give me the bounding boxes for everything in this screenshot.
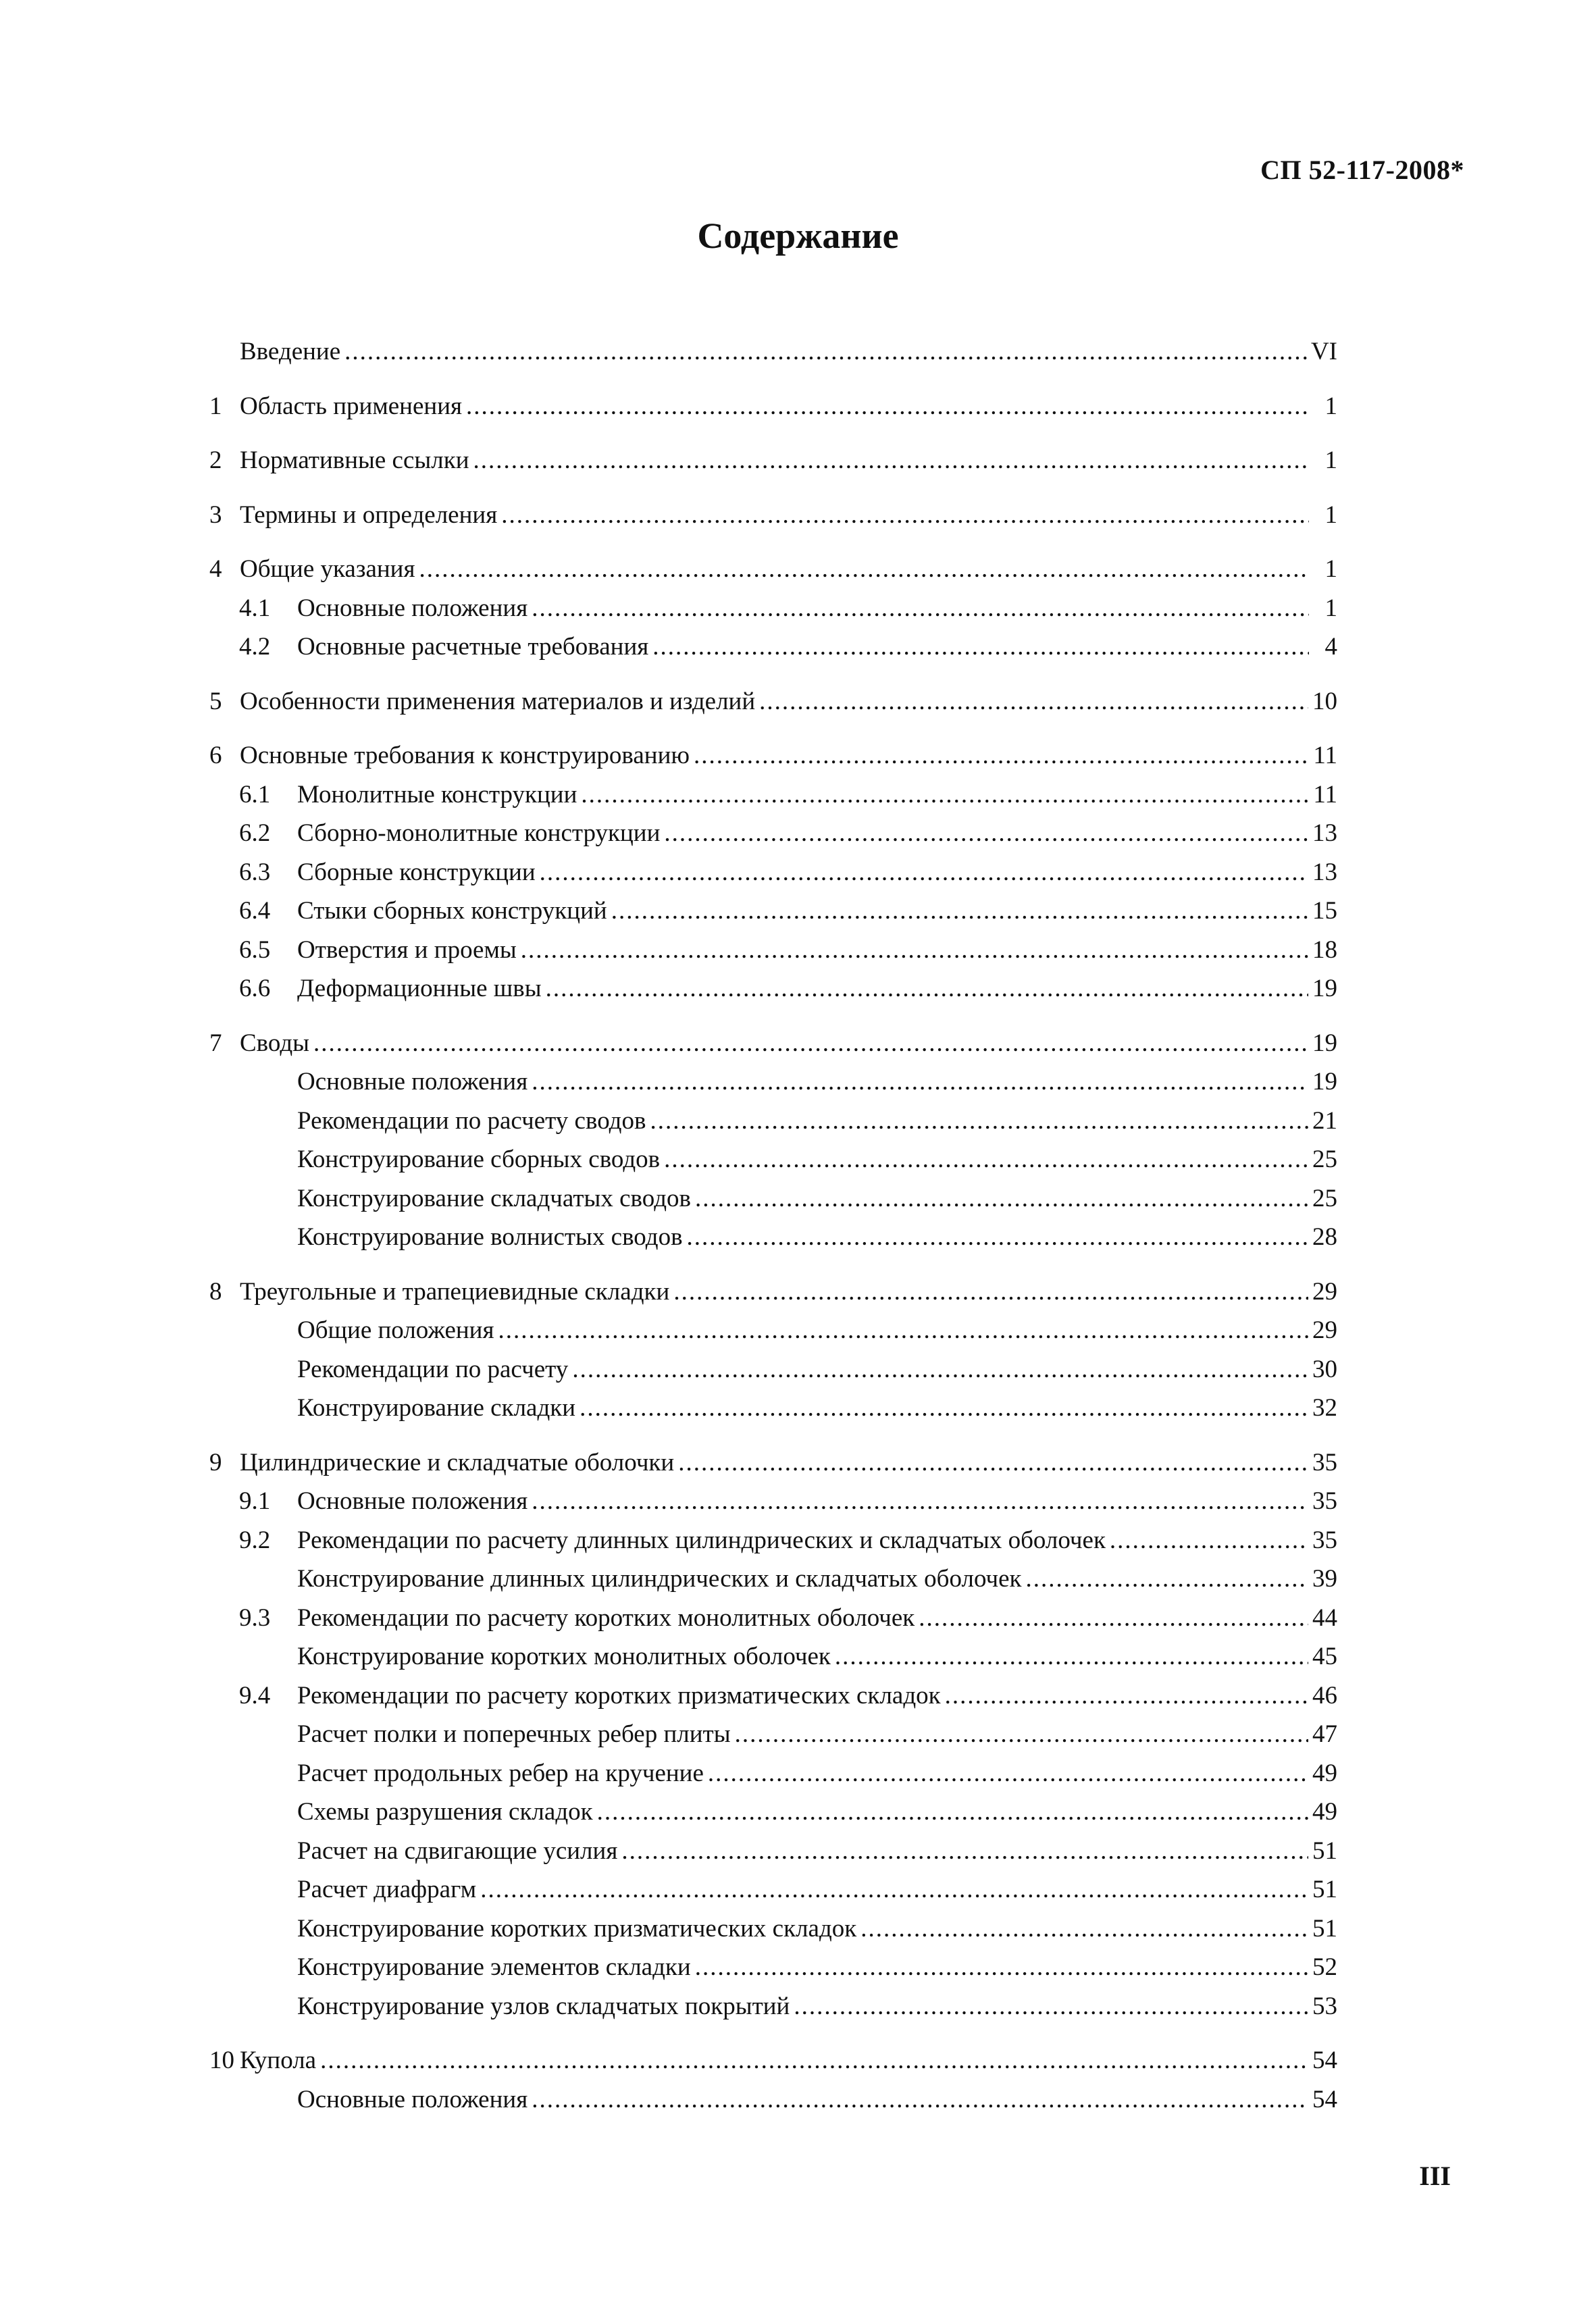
document-code: СП 52-117-2008* (1260, 155, 1464, 185)
toc-entry-title: Конструирование длинных цилиндрических и складчатых оболочек (297, 1565, 1022, 1593)
toc-entry (209, 853, 1337, 892)
toc-entry (209, 1793, 1337, 1832)
toc-entry (209, 1102, 1337, 1141)
toc-entry-title: Рекомендации по расчету сводов (297, 1106, 646, 1135)
toc-leader-dots (532, 1482, 1308, 1521)
toc-leader-dots (498, 1311, 1308, 1350)
toc-entry-title: Конструирование складчатых сводов (297, 1184, 692, 1212)
toc-entry-title: Введение (240, 338, 341, 365)
toc-entry-page: 13 (1312, 819, 1337, 847)
toc-entry-title: Конструирование коротких монолитных оболочек (297, 1643, 831, 1670)
toc-leader-dots (313, 1024, 1308, 1063)
toc-leader-dots (480, 1870, 1308, 1909)
toc-entry (209, 814, 1337, 853)
toc-entry-page: 11 (1313, 780, 1337, 808)
toc-entry-page: 51 (1312, 1914, 1337, 1943)
toc-entry-title: Сборно-монолитные конструкции (297, 819, 661, 847)
toc-leader-dots (532, 2080, 1308, 2119)
toc-leader-dots (664, 814, 1308, 853)
toc-entry (209, 1350, 1337, 1389)
toc-entry-title: Основные положения (297, 2085, 528, 2113)
toc-entry-title: Цилиндрические и складчатые оболочки (240, 1448, 675, 1476)
toc-section (209, 1443, 1337, 2026)
toc-entry (209, 387, 1337, 426)
toc-entry (209, 682, 1337, 721)
page-number: III (1419, 2161, 1451, 2191)
toc-leader-dots (794, 1987, 1308, 2026)
toc-entry-page: 51 (1312, 1876, 1337, 1903)
toc-entry-page: 35 (1312, 1487, 1337, 1515)
toc-leader-dots (473, 441, 1309, 480)
toc-entry-number: 4.1 (239, 594, 271, 622)
toc-entry-title: Общие положения (297, 1316, 494, 1344)
toc-entry-title: Расчет диафрагм (297, 1876, 477, 1903)
toc-entry-title: Рекомендации по расчету (297, 1355, 569, 1383)
toc-leader-dots (532, 589, 1309, 628)
toc-section (209, 682, 1337, 721)
toc-entry-title: Расчет на сдвигающие усилия (297, 1836, 618, 1865)
toc-entry (209, 1987, 1337, 2026)
toc-entry-title: Расчет полки и поперечных ребер плиты (297, 1720, 731, 1748)
toc-entry-page: 10 (1312, 687, 1337, 715)
toc-entry-page: 13 (1312, 858, 1337, 886)
toc-leader-dots (344, 332, 1307, 371)
toc-section (209, 1024, 1337, 1257)
toc-entry-title: Деформационные швы (297, 975, 542, 1002)
toc-entry (209, 1560, 1337, 1599)
toc-entry-page: 28 (1312, 1223, 1337, 1251)
toc-entry-title: Купола (240, 2047, 317, 2074)
toc-leader-dots (572, 1350, 1308, 1389)
toc-entry (209, 1062, 1337, 1102)
toc-entry-page: 18 (1312, 935, 1337, 964)
toc-entry-title: Конструирование складки (297, 1394, 576, 1422)
toc-entry-page: 44 (1312, 1603, 1337, 1632)
toc-entry-page: 49 (1312, 1798, 1337, 1826)
toc-entry (209, 1715, 1337, 1754)
toc-entry (209, 1179, 1337, 1218)
toc-entry (209, 775, 1337, 815)
toc-entry (209, 1637, 1337, 1676)
toc-entry-number: 9.3 (239, 1603, 271, 1632)
toc-entry-title: Своды (240, 1029, 310, 1057)
toc-entry-title: Рекомендации по расчету коротких призматических складок (297, 1681, 941, 1709)
toc-entry-page: VI (1310, 338, 1337, 365)
toc-entry (209, 1024, 1337, 1063)
toc-entry (209, 1521, 1337, 1560)
toc-entry (209, 1832, 1337, 1871)
toc-leader-dots (521, 931, 1308, 970)
toc-section (209, 736, 1337, 1008)
toc-entry-number: 6.1 (239, 780, 271, 808)
toc-leader-dots (320, 2041, 1308, 2080)
toc-entry (209, 1443, 1337, 1483)
toc-entry-number: 4.2 (239, 633, 271, 661)
toc-entry (209, 1218, 1337, 1257)
toc-entry-page: 25 (1312, 1184, 1337, 1212)
toc-entry-number: 3 (209, 500, 222, 529)
toc-leader-dots (945, 1676, 1308, 1716)
page-title: Содержание (697, 215, 899, 256)
toc-entry-title: Конструирование элементов складки (297, 1953, 691, 1981)
toc-entry (209, 736, 1337, 775)
toc-entry-page: 25 (1312, 1146, 1337, 1173)
toc-entry (209, 892, 1337, 931)
toc-leader-dots (540, 853, 1308, 892)
toc-entry-page: 19 (1312, 1029, 1337, 1057)
toc-leader-dots (678, 1443, 1308, 1483)
toc-entry (209, 1909, 1337, 1949)
toc-entry-title: Основные положения (297, 1068, 528, 1096)
toc-entry-title: Основные положения (297, 594, 528, 622)
toc-entry-title: Конструирование сборных сводов (297, 1146, 661, 1173)
toc-entry-page: 54 (1312, 2047, 1337, 2074)
toc-entry-page: 54 (1312, 2085, 1337, 2113)
toc-entry-title: Основные расчетные требования (297, 633, 649, 661)
toc-entry (209, 931, 1337, 970)
toc-entry (209, 627, 1337, 667)
toc-entry-title: Нормативные ссылки (240, 446, 469, 474)
toc-leader-dots (835, 1637, 1308, 1676)
toc-entry-page: 52 (1312, 1953, 1337, 1981)
toc-leader-dots (419, 550, 1309, 589)
toc-entry-number: 6.3 (239, 858, 271, 886)
toc-entry-number: 2 (209, 446, 222, 474)
toc-entry (209, 1140, 1337, 1179)
toc-entry (209, 550, 1337, 589)
toc-leader-dots (1026, 1560, 1308, 1599)
toc-entry-title: Треугольные и трапециевидные складки (240, 1277, 670, 1306)
toc-entry-number: 9.2 (239, 1526, 271, 1554)
toc-section (209, 2041, 1337, 2119)
toc-entry-page: 49 (1312, 1759, 1337, 1787)
toc-leader-dots (735, 1715, 1308, 1754)
toc-entry-page: 1 (1324, 392, 1337, 420)
toc-entry-page: 11 (1313, 742, 1337, 769)
toc-entry-title: Особенности применения материалов и изделий (240, 687, 756, 715)
toc-entry-page: 1 (1324, 555, 1337, 583)
toc-leader-dots (687, 1218, 1308, 1257)
toc-entry-title: Стыки сборных конструкций (297, 897, 607, 925)
toc-leader-dots (611, 892, 1308, 931)
toc-entry-title: Термины и определения (240, 500, 498, 529)
toc-leader-dots (695, 1948, 1308, 1987)
toc-entry-page: 1 (1324, 446, 1337, 474)
toc-entry-number: 1 (209, 392, 222, 420)
toc-entry (209, 496, 1337, 535)
toc-entry-page: 39 (1312, 1565, 1337, 1593)
toc-entry (209, 1389, 1337, 1428)
toc-entry-number: 9.4 (239, 1681, 271, 1709)
toc-entry-page: 32 (1312, 1394, 1337, 1422)
toc-entry-page: 35 (1312, 1448, 1337, 1476)
toc-leader-dots (650, 1102, 1308, 1141)
toc-entry-title: Монолитные конструкции (297, 780, 577, 808)
toc-entry (209, 441, 1337, 480)
toc-entry-page: 51 (1312, 1836, 1337, 1865)
toc-entry-page: 35 (1312, 1526, 1337, 1554)
toc-entry-number: 8 (209, 1277, 222, 1306)
toc-entry (209, 2080, 1337, 2119)
toc-leader-dots (664, 1140, 1308, 1179)
toc-entry (209, 1676, 1337, 1716)
toc-leader-dots (580, 1389, 1308, 1428)
toc-entry-title: Рекомендации по расчету длинных цилиндрических и складчатых оболочек (297, 1526, 1106, 1554)
toc-section (209, 387, 1337, 426)
toc-leader-dots (501, 496, 1309, 535)
toc-entry-page: 47 (1312, 1720, 1337, 1748)
toc-entry (209, 1948, 1337, 1987)
toc-entry-page: 4 (1324, 633, 1337, 661)
toc-entry (209, 2041, 1337, 2080)
toc-section (209, 496, 1337, 535)
toc-entry-page: 19 (1312, 975, 1337, 1002)
toc-entry-title: Расчет продольных ребер на кручение (297, 1759, 704, 1787)
toc-entry-title: Сборные конструкции (297, 858, 536, 886)
toc-entry (209, 1599, 1337, 1638)
toc-entry (209, 1482, 1337, 1521)
toc-leader-dots (759, 682, 1308, 721)
toc-entry-title: Основные требования к конструированию (240, 742, 690, 769)
toc-entry-page: 53 (1312, 1992, 1337, 2020)
toc-entry-page: 46 (1312, 1681, 1337, 1709)
toc-section (209, 1272, 1337, 1428)
toc-leader-dots (597, 1793, 1308, 1832)
toc-leader-dots (708, 1754, 1308, 1793)
toc-leader-dots (532, 1062, 1308, 1102)
toc-entry-number: 9.1 (239, 1487, 271, 1515)
toc-leader-dots (695, 1179, 1308, 1218)
toc-leader-dots (466, 387, 1309, 426)
toc-entry-number: 6.2 (239, 819, 271, 847)
toc-entry-page: 19 (1312, 1068, 1337, 1096)
toc-entry-page: 1 (1324, 594, 1337, 622)
toc-entry-number: 4 (209, 555, 222, 583)
toc-entry-number: 6.4 (239, 897, 271, 925)
toc-leader-dots (919, 1599, 1308, 1638)
toc-entry-number: 6.6 (239, 975, 271, 1002)
toc-leader-dots (694, 736, 1309, 775)
toc-entry-page: 30 (1312, 1355, 1337, 1383)
toc-entry-page: 29 (1312, 1316, 1337, 1344)
toc-entry-title: Конструирование волнистых сводов (297, 1223, 683, 1251)
toc-entry (209, 1870, 1337, 1909)
toc-entry-number: 6 (209, 742, 222, 769)
toc-entry-title: Конструирование узлов складчатых покрытий (297, 1992, 790, 2020)
toc-entry-title: Схемы разрушения складок (297, 1798, 593, 1826)
table-of-contents (209, 332, 1337, 2134)
toc-entry-title: Основные положения (297, 1487, 528, 1515)
toc-entry-number: 7 (209, 1029, 222, 1057)
toc-entry (209, 332, 1337, 371)
toc-entry-page: 45 (1312, 1643, 1337, 1670)
toc-entry-page: 15 (1312, 897, 1337, 925)
toc-entry-number: 5 (209, 687, 222, 715)
toc-entry-title: Область применения (240, 392, 463, 420)
toc-entry-number: 6.5 (239, 935, 271, 964)
toc-entry (209, 1272, 1337, 1312)
toc-entry-number: 10 (209, 2047, 234, 2074)
toc-entry (209, 1311, 1337, 1350)
toc-entry-title: Конструирование коротких призматических складок (297, 1914, 857, 1943)
toc-section (209, 441, 1337, 480)
toc-leader-dots (673, 1272, 1308, 1312)
toc-section (209, 332, 1337, 371)
toc-leader-dots (860, 1909, 1308, 1949)
toc-section (209, 550, 1337, 667)
toc-entry-page: 29 (1312, 1277, 1337, 1306)
toc-entry-page: 1 (1324, 500, 1337, 529)
toc-entry-title: Отверстия и проемы (297, 935, 517, 964)
toc-leader-dots (546, 969, 1308, 1008)
toc-entry-number: 9 (209, 1448, 222, 1476)
toc-entry-title: Рекомендации по расчету коротких монолитных оболочек (297, 1603, 915, 1632)
toc-entry (209, 969, 1337, 1008)
toc-entry-title: Общие указания (240, 555, 415, 583)
toc-entry-page: 21 (1312, 1106, 1337, 1135)
toc-leader-dots (652, 627, 1309, 667)
toc-leader-dots (581, 775, 1309, 815)
toc-leader-dots (1110, 1521, 1308, 1560)
toc-entry (209, 1754, 1337, 1793)
toc-leader-dots (621, 1832, 1308, 1871)
toc-entry (209, 589, 1337, 628)
